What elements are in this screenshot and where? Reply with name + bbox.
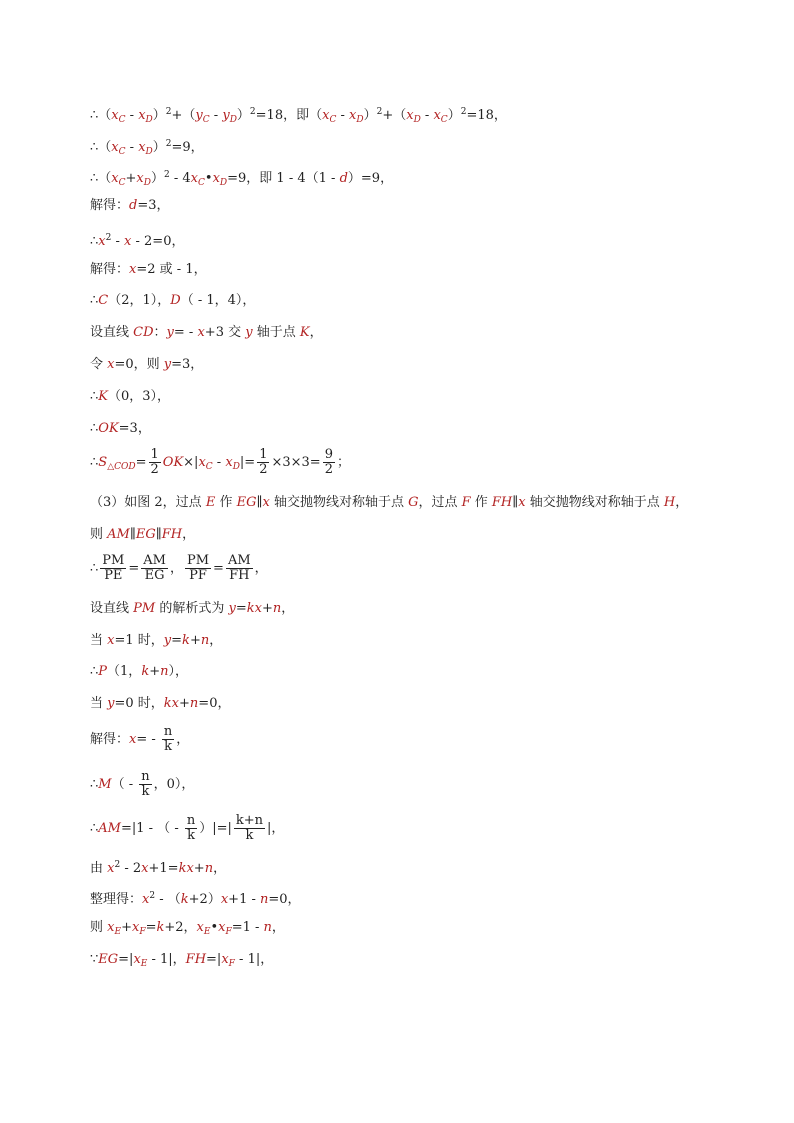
line-21: ∴M（ - $\frac{n}{k}$ ，0）， — [90, 769, 195, 799]
line-23: 由 $x^2 - 2x+1=kx+n$， — [90, 860, 227, 876]
line-19: 当 y=0 时，kx+n=0， — [90, 696, 231, 711]
line-12: $\therefore S_{\triangle COD}=$ $\frac{1}{2}$ $OK\times|x_C - x_D|=$ $\frac{1}{2}$ ×3×3= $\frac{9}{2}$ ； — [90, 447, 350, 477]
line-8: 设直线 CD：y= - x+3 交 y 轴于点 K， — [90, 325, 323, 340]
line-16: 设直线 PM 的解析式为 y=kx+n， — [90, 601, 295, 616]
line-11: ∴OK=3， — [90, 421, 151, 436]
line-18: ∴P（1，k+n）， — [90, 664, 188, 679]
line-5: $\therefore x^2 - x - 2=0$， — [90, 233, 185, 249]
line-10: ∴K（0，3）， — [90, 389, 171, 404]
line-2: $\therefore(x_C - x_D)^2=9$， — [90, 139, 204, 157]
line-4: 解得：d=3， — [90, 198, 170, 213]
line-13: （3）如图 2，过点 E 作 EG∥x 轴交抛物线对称轴于点 G，过点 F 作 FH∥x 轴交抛物线对称轴于点 H， — [90, 495, 689, 510]
line-14: 则 AM∥EG∥FH， — [90, 527, 196, 542]
line-3: $\therefore(x_C+x_D)^2$ - $4x_C•x_D=9$，即 1 - 4（1 - d）=9， — [90, 170, 394, 188]
line-25: 则 $x_E+x_F=k+2$，$x_E•x_F=1 - n$， — [90, 920, 285, 937]
line-15: ∴ $\frac{PM}{PE}$ = $\frac{AM}{EG}$ ， $\frac{PM}{PF}$ = $\frac{AM}{FH}$ ， — [90, 553, 268, 583]
line-6: 解得：x=2 或 - 1， — [90, 262, 207, 277]
line-17: 当 x=1 时，y=k+n， — [90, 633, 223, 648]
line-24: 整理得：$x^2 - (k+2)x+1 - n=0$， — [90, 891, 301, 907]
line-20: 解得：x= - $\frac{n}{k}$ ， — [90, 724, 190, 754]
line-1: $\therefore(x_C - x_D)^2+(y_C - y_D)^2=18$，即$(x_C - x_D)^2+(x_D - x_C)^2=18$， — [90, 107, 507, 125]
line-9: 令 x=0，则 y=3， — [90, 357, 204, 372]
line-7: ∴C（2，1），D（ - 1，4）， — [90, 293, 256, 308]
line-22: ∴AM=|1 - （ - $\frac{n}{k}$ ）|=| $\frac{k+n}{k}$ |， — [90, 813, 285, 843]
line-26: $\because EG=|x_E - 1|$，$FH=|x_F - 1|$， — [90, 952, 274, 969]
